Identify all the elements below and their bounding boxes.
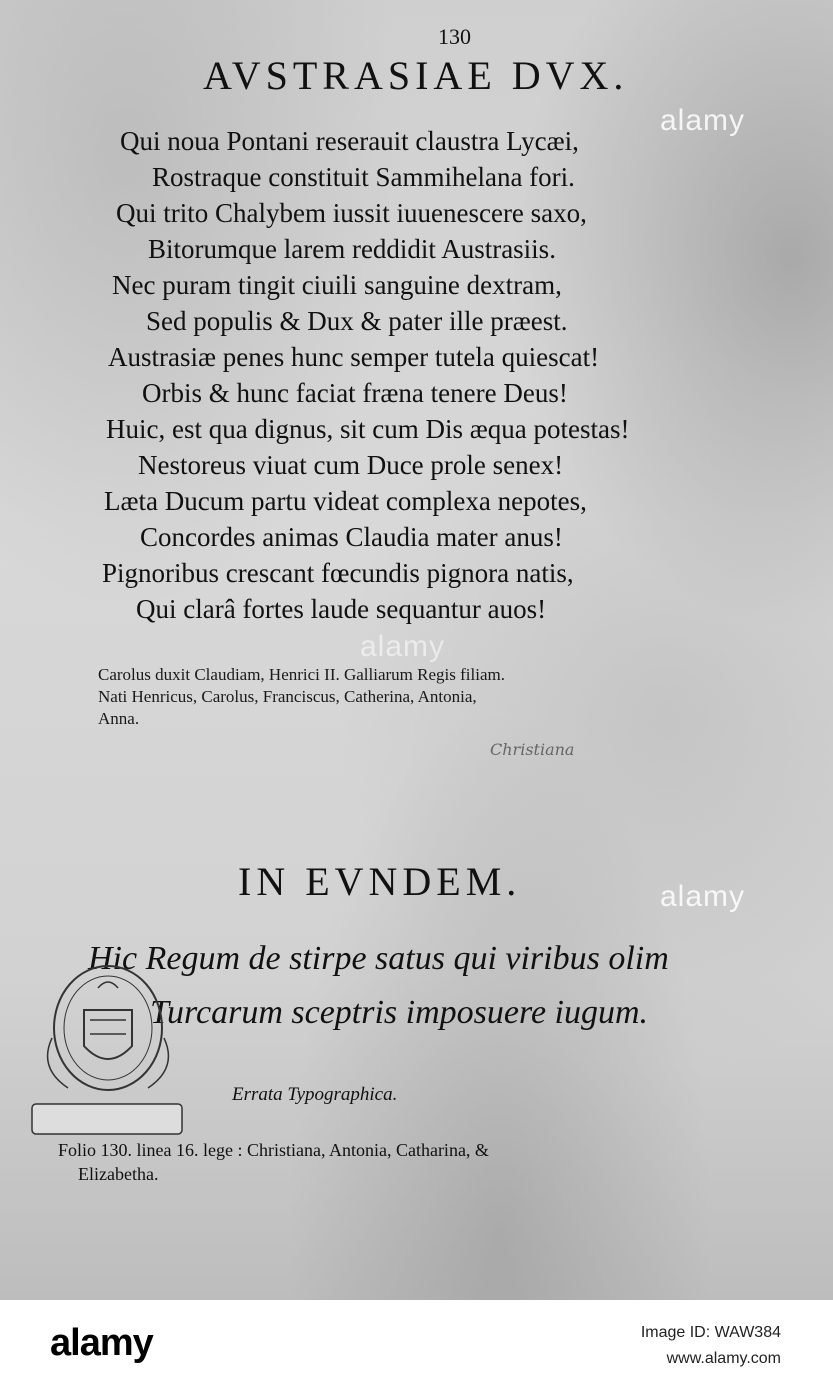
errata-line: Elizabetha.	[78, 1164, 159, 1184]
section-title-austrasiae-dux: AVSTRASIAE DVX.	[203, 53, 629, 98]
alamy-logo: alamy	[50, 1322, 153, 1364]
poem-line: Qui clarâ fortes laude sequantur auos!	[136, 594, 547, 624]
poem-line: Rostraque constituit Sammihelana fori.	[152, 162, 575, 192]
italic-verse-line: Turcarum sceptris imposuere iugum.	[150, 994, 649, 1031]
poem-line: Sed populis & Dux & pater ille præest.	[146, 306, 568, 336]
poem-line: Concordes animas Claudia mater anus!	[140, 522, 563, 552]
errata-line: Folio 130. linea 16. lege : Christiana, Antonia, Catharina, &	[58, 1140, 489, 1160]
handwritten-annotation: Christiana	[490, 740, 575, 759]
image-id-text: Image ID: WAW384	[640, 1324, 781, 1341]
poem-line: Huic, est qua dignus, sit cum Dis æqua potestas!	[106, 414, 630, 444]
watermark-text: alamy	[660, 880, 746, 913]
italic-verse-line: Hic Regum de stirpe satus qui viribus olim	[88, 940, 669, 977]
poem-line: Orbis & hunc faciat fræna tenere Deus!	[142, 378, 568, 408]
stock-photo-footer	[0, 1300, 833, 1390]
library-stamp-seal	[28, 948, 188, 1148]
page-number: 130	[438, 24, 471, 49]
poem-line: Læta Ducum partu videat complexa nepotes,	[104, 486, 587, 516]
poem-line: Nec puram tingit ciuili sanguine dextram,	[112, 270, 562, 300]
note-line: Nati Henricus, Carolus, Franciscus, Catherina, Antonia,	[98, 687, 477, 706]
watermark-text: alamy	[360, 630, 446, 663]
errata-heading: Errata Typographica.	[232, 1084, 398, 1105]
poem-line: Qui noua Pontani reserauit claustra Lycæi,	[120, 126, 579, 156]
site-url-text: www.alamy.com	[666, 1350, 781, 1367]
section-title-in-eundem: IN EVNDEM.	[238, 859, 522, 904]
watermark-text: alamy	[660, 104, 746, 137]
genealogy-note	[98, 664, 738, 730]
note-line: Carolus duxit Claudiam, Henrici II. Galliarum Regis filiam.	[98, 665, 505, 684]
poem-line: Qui trito Chalybem iussit iuuenescere saxo,	[116, 198, 587, 228]
poem-line: Bitorumque larem reddidit Austrasiis.	[148, 234, 556, 264]
poem-line: Pignoribus crescant fœcundis pignora natis,	[102, 558, 574, 588]
poem-line: Nestoreus viuat cum Duce prole senex!	[138, 450, 564, 480]
note-line: Anna.	[98, 709, 140, 728]
poem-line: Austrasiæ penes hunc semper tutela quiescat!	[108, 342, 600, 372]
